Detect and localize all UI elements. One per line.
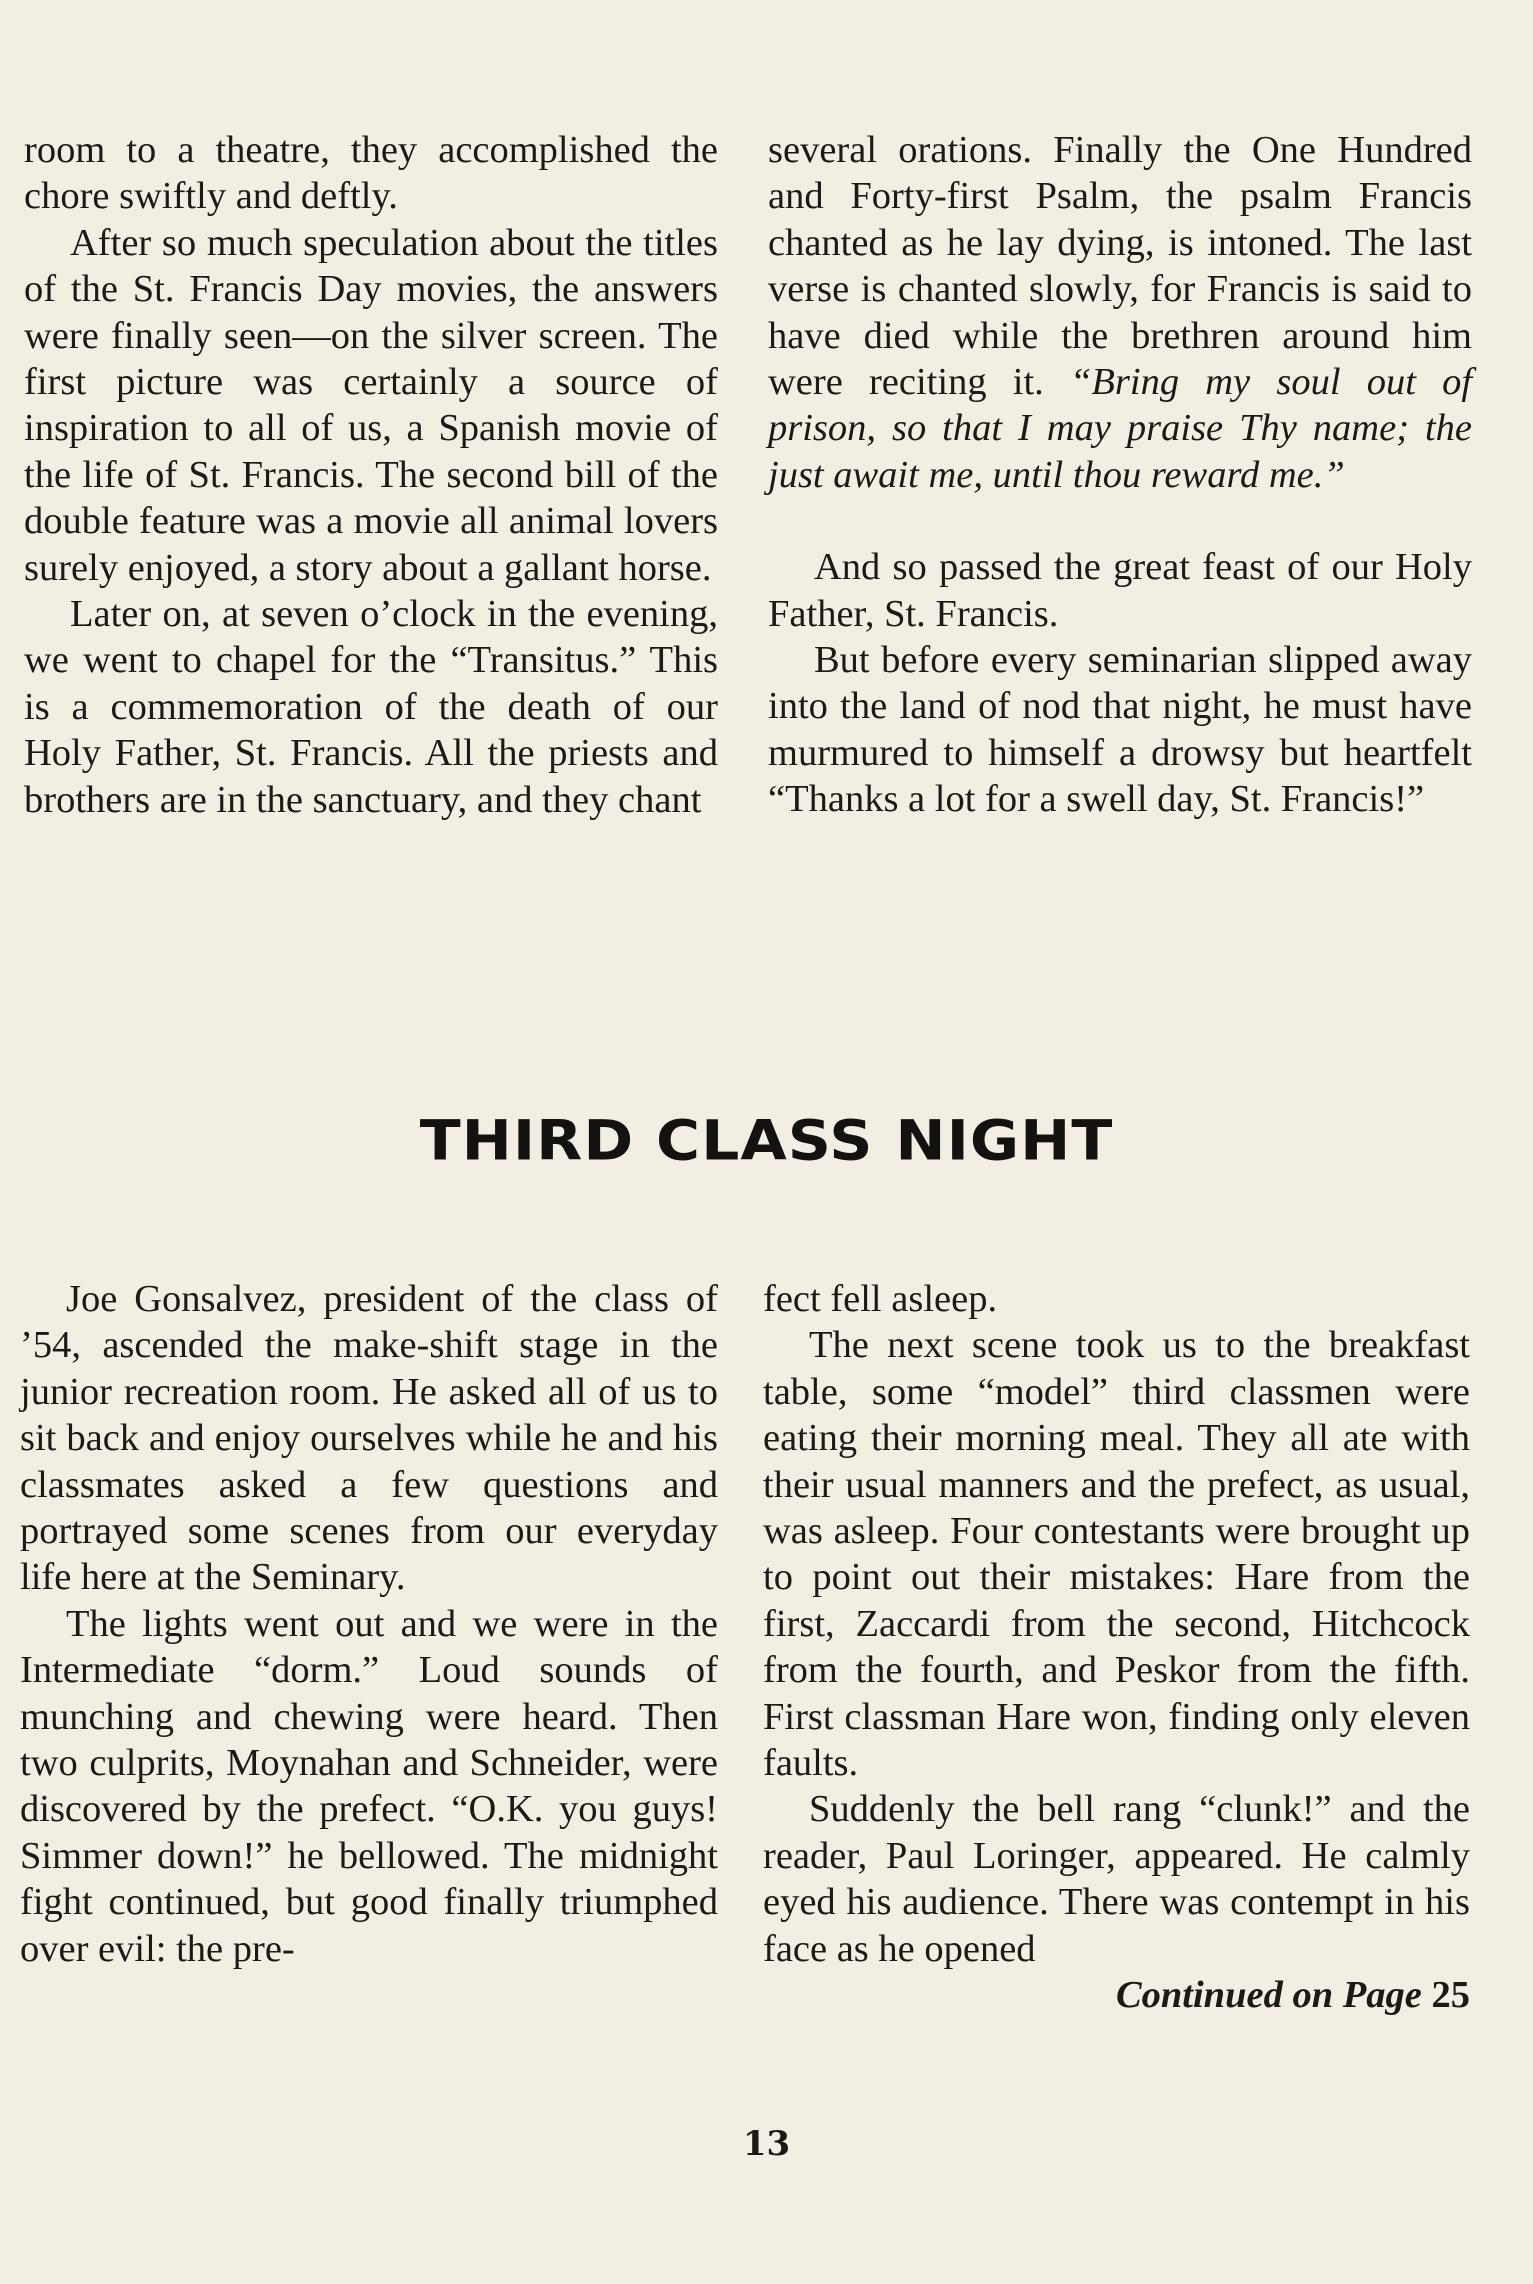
paragraph: room to a theatre, they accomplished the chore swiftly and deftly. (24, 129, 718, 218)
paragraph: After so much speculation about the titles of the St. Francis Day movies, the answers were finally seen—on the silver screen. The first picture was certainly a source of inspiration to all of us, a Spanish movie of the life of St. Francis. The second bill of the double feature was a movie all animal lovers surely enjoyed, a story about a gallant horse. (24, 221, 718, 589)
bottom-right-column (763, 1276, 1470, 2019)
top-right-column (768, 127, 1472, 823)
continued-label: Continued on Page (1115, 1974, 1422, 2017)
paragraph: Joe Gonsalvez, president of the class of ’54, ascended the make-shift stage in the junior recreation room. He asked all of us to sit back and enjoy ourselves while he and his classmates asked a few questions and portrayed some scenes from our everyday life here at the Seminary. (20, 1278, 718, 1599)
page-number: 13 (742, 2124, 791, 2164)
paragraph-text: several orations. Finally the One Hundred and Forty-first Psalm, the psalm Francis chanted as he lay dying, is intoned. The last verse is chanted slowly, for Francis is said to have died while the brethren around him were reciting it. (768, 129, 1472, 404)
top-left-column (24, 127, 718, 823)
paragraph: And so passed the great feast of our Holy Father, St. Francis. (768, 546, 1472, 635)
bottom-left-column (20, 1276, 718, 1972)
section-heading: THIRD CLASS NIGHT (419, 1108, 1114, 1174)
psalm-quote: “Bring my soul out of prison, so that I may praise Thy name; the just await me, until thou reward me.” (768, 361, 1473, 496)
paragraph: The next scene took us to the breakfast table, some “model” third classmen were eating their morning meal. They all ate with their usual manners and the prefect, as usual, was asleep. Four contestants were brought up to point out their mistakes: Hare from the first, Zaccardi from the second, Hitchcock from the fourth, and Peskor from the fifth. First classman Hare won, finding only eleven faults. (763, 1324, 1470, 1785)
continued-page-number: 25 (1431, 1974, 1470, 2017)
paragraph: But before every seminarian slipped away into the land of nod that night, he must have murmured to himself a drowsy but heartfelt “Thanks a lot for a swell day, St. Francis!” (768, 639, 1472, 821)
paragraph: fect fell asleep. (763, 1278, 998, 1320)
paragraph: Suddenly the bell rang “clunk!” and the reader, Paul Loringer, appeared. He calmly eyed his audience. There was contempt in his face as he opened (763, 1788, 1470, 1970)
paragraph: Later on, at seven o’clock in the evening, we went to chapel for the “Transitus.” This is a commemoration of the death of our Holy Father, St. Francis. All the priests and brothers are in the sanctuary, and they chant (24, 593, 718, 821)
paragraph: The lights went out and we were in the Intermediate “dorm.” Loud sounds of munching and chewing were heard. Then two culprits, Moynahan and Schneider, were discovered by the prefect. “O.K. you guys! Simmer down!” he bellowed. The midnight fight continued, but good finally triumphed over evil: the pre- (20, 1602, 718, 1970)
continued-note (763, 1972, 1470, 2018)
paragraph (768, 127, 1472, 498)
